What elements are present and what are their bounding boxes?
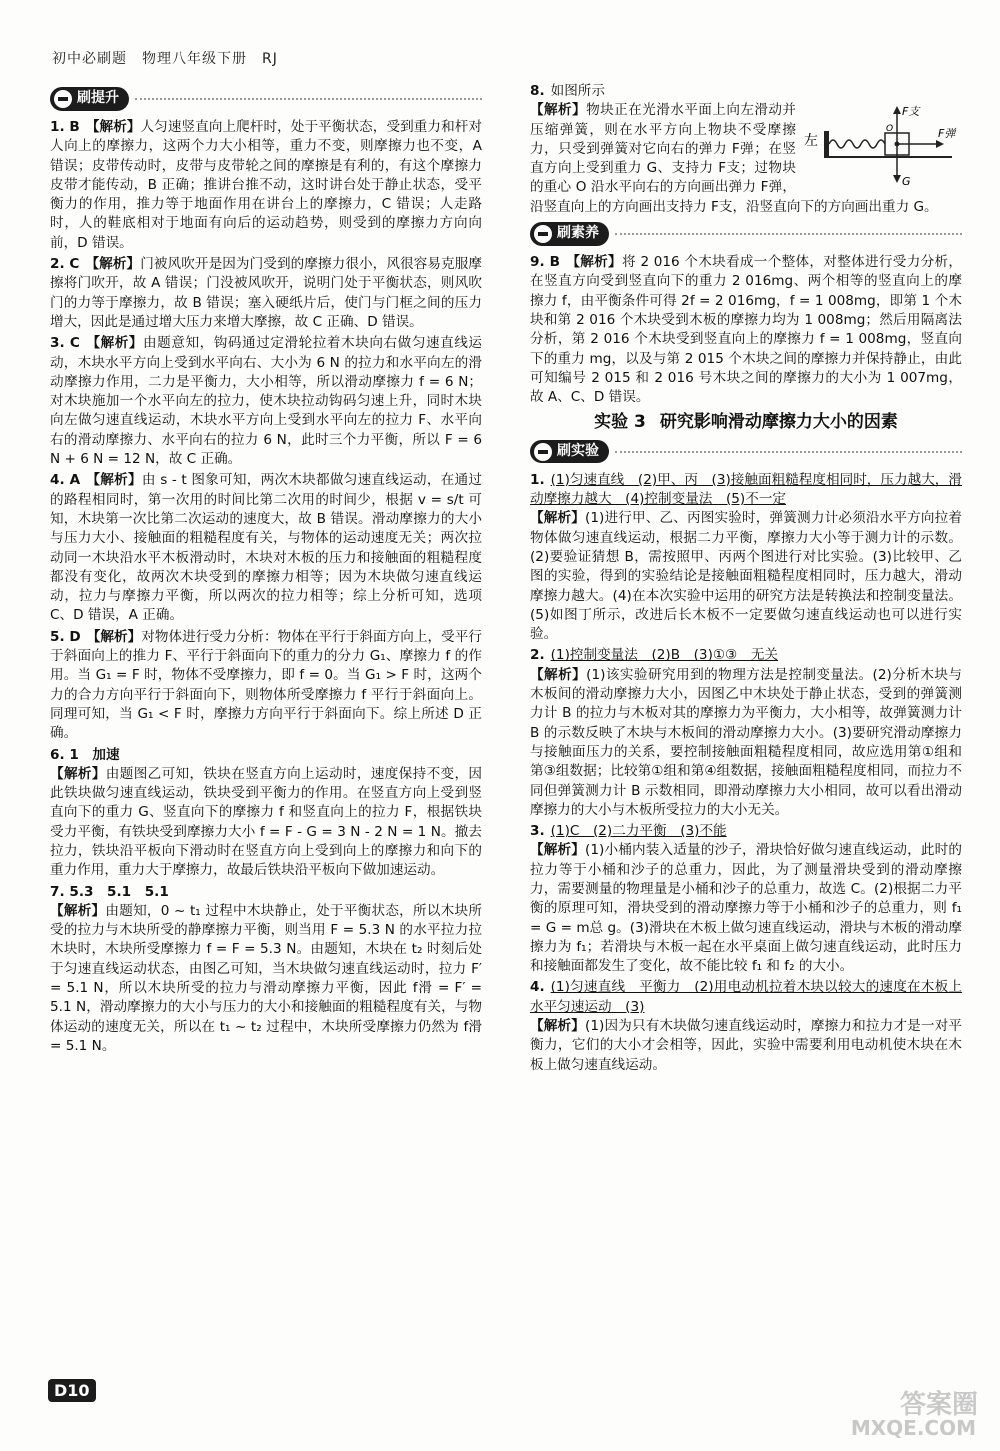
analysis-text: 对物体进行受力分析：物体在平行于斜面方向上，受平行于斜面向上的推力 F、平行于斜面向下的重力的分力 G₁、摩擦力 f 的作用。当 G₁ = F 时，物体不受摩擦力，即 f = 0。当 G₁ > F 时，这两个力的合力方向平行于斜面向下，则物体所受摩擦力 f 平行于斜面向上。同理可知，当 G₁ < F 时，摩擦力方向平行于斜面向下。综上所述 D 正确。 (50, 628, 483, 742)
gravity-label: G (902, 175, 911, 189)
analysis-text: 由 s - t 图象可知，两次木块都做匀速直线运动，在通过的路程相同时，第一次用的时间比第二次用的时间少，根据 v = s/t 可知，木块第一次比第二次运动的速度大，故 B 错误。滑动摩擦力的大小与压力大小、接触面的粗糙程度有关，与物体的运动速度无关；两次拉动同一木块沿水平木板滑动时，木块对木板的压力和接触面的粗糙程度都没有变化，故两次木块受到的摩擦力相等；因为木块做匀速直线运动，拉力与摩擦力平衡，所以两次的拉力相等；综上分析可知，选项 C、D 错误，A 正确。 (50, 472, 482, 624)
analysis-tag: 【解析】 (85, 335, 144, 352)
analysis-text: (1)小桶内装入适量的沙子，滑块恰好做匀速直线运动，此时的拉力等于小桶和沙子的总重力，因此，为了测量滑块受到的滑动摩擦力，需要测量的物理量是小桶和沙子的总重力，故选 C。(2)根据二力平衡的原理可知，滑块受到的滑动摩擦力等于小桶和沙子的总重力，则 f₁ = G = m总 g。(3)滑块在木板上做匀速直线运动，滑块与木板的滑动摩擦力为 f₁；若滑块与木板一起在水平桌面上做匀速直线运动，此时压力和接触面都发生了变化，故不能比较 f₁ 和 f₂ 的大小。 (530, 842, 962, 975)
support-force-label: F支 (902, 105, 920, 119)
left-label: 左 (804, 133, 818, 150)
watermark-url: MXQE.COM (850, 1416, 976, 1440)
force-diagram (802, 101, 962, 189)
answer-item-5 (50, 628, 482, 744)
answer-text: (1)匀速直线 平衡力 (2)用电动机拉着木块以较大的速度在木板上水平匀速运动 (3) (530, 979, 962, 1015)
section-header-shua-suyang (530, 221, 962, 247)
answer-item-8 (530, 82, 962, 217)
pencil-icon (534, 443, 552, 461)
watermark-logo: 答案圈 (899, 1390, 978, 1420)
analysis-tag: 【解析】 (566, 254, 622, 271)
analysis-tag: 【解析】 (85, 119, 141, 135)
answer-text: (1)匀速直线 (2)甲、丙 (3)接触面粗糙程度相同时，压力越大，滑动摩擦力越大 (4)控制变量法 (5)不一定 (530, 471, 962, 508)
section-header-shua-shiyan (530, 439, 962, 465)
section-title: 刷提升 (77, 90, 119, 107)
left-column (50, 82, 482, 1058)
pencil-icon (54, 90, 72, 108)
answer-item-9 (530, 253, 962, 407)
analysis-tag: 【解析】 (50, 765, 106, 782)
analysis-text: (1)该实验研究用到的物理方法是控制变量法。(2)分析木块与木板间的滑动摩擦力大小，因图乙中木块处于静止状态，受到的弹簧测力计 B 的拉力与木板对其的摩擦力为平衡力，大小相等，故弹簧测力计 B 的示数反映了木块与木板间的滑动摩擦力大小。(3)要研究滑动摩擦力与接触面压力的关系，要控制接触面粗糙程度相同，故应选用第①组和第③组数据；比较第①组和第④组数据，接触面粗糙程度相同，而拉力不同但弹簧测力计 B 示数相同，即滑动摩擦力大小相同，故可以看出滑动摩擦力的大小与木板所受拉力的大小无关。 (530, 666, 963, 818)
answer-item-1 (50, 118, 482, 253)
answer-number: 5. D (50, 628, 81, 645)
analysis-text: 由题图乙可知，铁块在竖直方向上运动时，速度保持不变，因此铁块做匀速直线运动，铁块受到平衡力的作用。在竖直方向上受到竖直向下的重力 G、竖直向下的摩擦力 f 和竖直向上的拉力 F，根据铁块受力平衡，有铁块受到摩擦力大小 f = F - G = 3 N - 2 N = 1 N。撤去拉力，铁块沿平板向下滑动时在竖直方向上受到向上的摩擦力和向下的重力作用，重力大于摩擦力，故最后铁块沿平板向下做加速运动。 (50, 765, 483, 879)
answer-number: 3. (530, 823, 545, 840)
dotted-divider (135, 98, 482, 100)
answer-item-6 (50, 746, 482, 881)
dotted-divider (615, 233, 962, 235)
wall (824, 131, 829, 157)
exp-answer-item-1 (530, 471, 962, 645)
section-badge (530, 222, 609, 245)
spring-force-label: F弹 (938, 127, 956, 141)
section-badge (530, 440, 609, 463)
answer-item-4 (50, 471, 482, 625)
answer-text: (1)C (2)二力平衡 (3)不能 (550, 823, 727, 840)
section-title: 刷实验 (557, 443, 599, 460)
answer-number: 4. (530, 979, 545, 996)
page-number: D10 (48, 1379, 96, 1402)
answer-number: 1. (530, 471, 545, 488)
analysis-tag: 【解析】 (530, 842, 586, 859)
right-column (530, 82, 962, 1077)
spring-arrowhead (936, 140, 944, 148)
section-header-shua-tisheng (50, 86, 482, 112)
analysis-tag: 【解析】 (530, 102, 587, 119)
answer-item-7 (50, 883, 482, 1057)
section-title: 刷素养 (557, 225, 599, 242)
experiment-name: 研究影响滑动摩擦力大小的因素 (659, 412, 898, 433)
section-badge (50, 87, 129, 110)
answer-number: 1. B (50, 119, 80, 135)
analysis-text: 门被风吹开是因为门受到的摩擦力很小，风很容易克服摩擦将门吹开，故 A 错误；门没被风吹开，说明门处于平衡状态，则风吹门的力等于摩擦力，故 B 错误；塞入硬纸片后，使门与门框之间的压力增大，因此是通过增大压力来增大摩擦，故 C 正确、D 错误。 (50, 256, 482, 330)
pencil-icon (534, 225, 552, 243)
analysis-text: 物块正在光滑水平面上向左滑动并压缩弹簧，则在水平方向上物块不受摩擦力，只受到弹簧对它向右的弹力 F弹；在竖直方向上受到重力 G、支持力 F支；过物块的重心 O 沿水平向右的方向画出弹力 F弹，沿竖直向上的方向画出支持力 F支，沿竖直向下的方向画出重力 G。 (530, 102, 938, 215)
exp-answer-item-4 (530, 978, 962, 1074)
answer-text: (1)控制变量法 (2)B (3)①③ 无关 (550, 647, 779, 664)
answer-number: 6. 1 加速 (50, 746, 120, 763)
experiment-number: 实验 3 (594, 412, 646, 433)
analysis-text: (1)因为只有木块做匀速直线运动时，摩擦力和拉力才是一对平衡力，它们的大小才会相等，因此，实验中需要利用电动机使木块在木板上做匀速直线运动。 (530, 1018, 962, 1073)
support-arrowhead (893, 106, 901, 114)
analysis-tag: 【解析】 (86, 628, 142, 645)
answer-number: 4. A (50, 472, 81, 489)
analysis-tag: 【解析】 (530, 666, 587, 683)
gravity-arrowhead (893, 175, 901, 183)
analysis-tag: 【解析】 (86, 472, 142, 489)
page-header: 初中必刷题 物理八年级下册 RJ (52, 51, 278, 67)
analysis-text: (1)进行甲、乙、丙图实验时，弹簧测力计必须沿水平方向拉着物体做匀速直线运动，根据二力平衡，摩擦力大小等于测力计的示数。(2)要验证猜想 B，需按照甲、丙两个图进行对比实验。(3)比较甲、乙图的实验，得到的实验结论是接触面粗糙程度相同时，压力越大，滑动摩擦力越大。(4)在本次实验中运用的研究方法是转换法和控制变量法。(5)如图丁所示，改进后长木板不一定要做匀速直线运动也可以进行实验。 (530, 510, 962, 643)
analysis-text: 将 2 016 个木块看成一个整体，对整体进行受力分析，在竖直方向受到竖直向下的重力 2 016mg、两个相等的竖直向上的摩擦力 f，由平衡条件可得 2f = 2 016mg，f = 1 008mg，即第 1 个木块和第 2 016 个木块受到木板的摩擦力均为 1 008mg；然后用隔离法分析，第 2 016 个木块受到竖直向上的摩擦力 f = 1 008mg，竖直向下的重力 mg，以及与第 2 015 个木块之间的摩擦力并保持静止，由此可知编号 2 015 和 2 016 号木块之间的摩擦力的大小为 1 007mg，故 A、C、D 错误。 (530, 254, 963, 406)
analysis-tag: 【解析】 (530, 510, 586, 527)
answer-number: 8. (530, 83, 545, 99)
dotted-divider (615, 451, 962, 453)
analysis-text: 人匀速竖直向上爬杆时，处于平衡状态，受到重力和杆对人向上的摩擦力，这两个力大小相等，重力不变，则摩擦力也不变，A 错误；皮带传动时，皮带与皮带轮之间的摩擦是有利的，有这个摩擦力皮带才能传动，B 正确；推讲台推不动，这时讲台处于静止状态，受平衡力的作用，推力等于地面作用在讲台上的摩擦力，C 错误；人走路时，人的鞋底相对于地面有向后的运动趋势，则受到的摩擦力方向向前，D 错误。 (50, 119, 483, 251)
analysis-tag: 【解析】 (50, 902, 106, 919)
spring (829, 140, 885, 148)
answer-number: 9. B (530, 254, 561, 271)
analysis-tag: 【解析】 (85, 256, 141, 273)
experiment-title (530, 413, 962, 432)
center-label: O (886, 124, 894, 135)
answer-number: 2. C (50, 256, 80, 273)
exp-answer-item-2 (530, 646, 962, 820)
answer-item-2 (50, 255, 482, 332)
exp-answer-item-3 (530, 822, 962, 976)
answer-number: 3. C (50, 335, 80, 352)
analysis-text: 由题意知，钩码通过定滑轮拉着木块向右做匀速直线运动，木块水平方向上受到水平向右、大小为 6 N 的拉力和水平向左的滑动摩擦力作用，二力是平衡力，大小相等，所以滑动摩擦力 f = 6 N；对木块施加一个水平向左的拉力，使木块拉动钩码匀速上升，同时木块向左做匀速直线运动，木块水平方向上受到水平向左的拉力 F、水平向右的滑动摩擦力、水平向右的拉力 6 N，此时三个力平衡，所以 F = 6 N + 6 N = 12 N，故 C 正确。 (50, 335, 482, 468)
answer-number: 7. 5.3 5.1 5.1 (50, 883, 169, 900)
analysis-text: 由题知，0 ~ t₁ 过程中木块静止，处于平衡状态，所以木块所受的拉力与木块所受的静摩擦力平衡，则当用 F = 5.3 N 的水平拉力拉木块时，木块所受摩擦力 f = F = 5.3 N。由题知，木块在 t₂ 时刻后处于匀速直线运动状态，由图乙可知，当木块做匀速直线运动时，拉力 F′ = 5.1 N，所以木块所受的拉力与滑动摩擦力平衡，因此 f滑 = F′ = 5.1 N，滑动摩擦力的大小与压力的大小和接触面的粗糙程度有关，与物体运动的速度无关，所以在 t₁ ~ t₂ 过程中，木块所受摩擦力仍然为 f滑 = 5.1 N。 (50, 902, 483, 1054)
answer-number: 2. (530, 647, 545, 664)
answer-item-3 (50, 334, 482, 469)
analysis-tag: 【解析】 (530, 1018, 586, 1035)
answer-title: 如图所示 (550, 83, 605, 99)
